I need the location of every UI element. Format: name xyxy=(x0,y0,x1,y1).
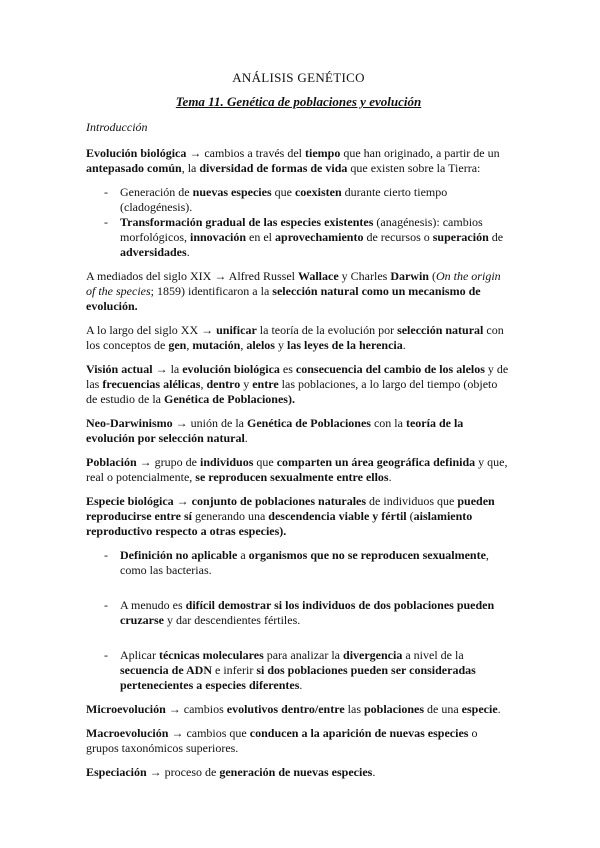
list-item: - A menudo es difícil demostrar si los individuos de dos poblaciones pueden cruzarse y dar descendientes fértiles. xyxy=(86,598,511,628)
paragraph-evolucion-biologica: Evolución biológica → cambios a través del tiempo que han originado, a partir de un antepasado común, la diversidad de formas de vida que existen sobre la Tierra: xyxy=(86,146,500,175)
document-subtitle: Tema 11. Genética de poblaciones y evolución xyxy=(175,94,422,109)
paragraph-especie-biologica: Especie biológica → conjunto de poblaciones naturales de individuos que pueden reproducirse entre sí generando una descendencia viable y fértil (aislamiento reproductivo respecto a otras especies). xyxy=(86,494,495,538)
paragraph-neo-darwinismo: Neo-Darwinismo → unión de la Genética de Poblaciones con la teoría de la evolución por selección natural. xyxy=(86,416,464,445)
paragraph-vision-actual: Visión actual → la evolución biológica es consecuencia del cambio de los alelos y de las frecuencias alélicas, dentro y entre las poblaciones, a lo largo del tiempo (objeto de estudio de la Genética de Poblaciones). xyxy=(86,362,509,406)
list-item: - Definición no aplicable a organismos que no se reproducen sexualmente, como las bacterias. xyxy=(86,548,511,578)
paragraph-siglo-xx: A lo largo del siglo XX → unificar la teoría de la evolución por selección natural con los conceptos de gen, mutación, alelos y las leyes de la herencia. xyxy=(86,323,504,352)
list-item: - Transformación gradual de las especies existentes (anagénesis): cambios morfológicos, innovación en el aprovechamiento de recursos o superación de adversidades. xyxy=(86,215,511,260)
paragraph-microevolucion: Microevolución → cambios evolutivos dentro/entre las poblaciones de una especie. xyxy=(86,702,501,716)
list-item: - Aplicar técnicas moleculares para analizar la divergencia a nivel de la secuencia de ADN e inferir si dos poblaciones pueden ser consideradas pertenecientes a especies diferentes. xyxy=(86,648,511,693)
document-title: ANÁLISIS GENÉTICO xyxy=(232,70,365,85)
paragraph-especiacion: Especiación → proceso de generación de nuevas especies. xyxy=(86,765,376,779)
paragraph-siglo-xix: A mediados del siglo XIX → Alfred Russel Wallace y Charles Darwin (On the origin of the species; 1859) identificaron a la selección natural como un mecanismo de evolución. xyxy=(86,269,501,313)
bullet-list-especie xyxy=(86,548,511,693)
paragraph-poblacion: Población → grupo de individuos que comparten un área geográfica definida y que, real o potencialmente, se reproducen sexualmente entre ellos. xyxy=(86,455,508,484)
document-page xyxy=(86,70,511,789)
bullet-list-evolucion xyxy=(86,185,511,260)
paragraph-macroevolucion: Macroevolución → cambios que conducen a la aparición de nuevas especies o grupos taxonómicos superiores. xyxy=(86,726,478,755)
list-item: - Generación de nuevas especies que coexisten durante cierto tiempo (cladogénesis). xyxy=(86,185,511,215)
section-heading: Introducción xyxy=(86,120,148,134)
